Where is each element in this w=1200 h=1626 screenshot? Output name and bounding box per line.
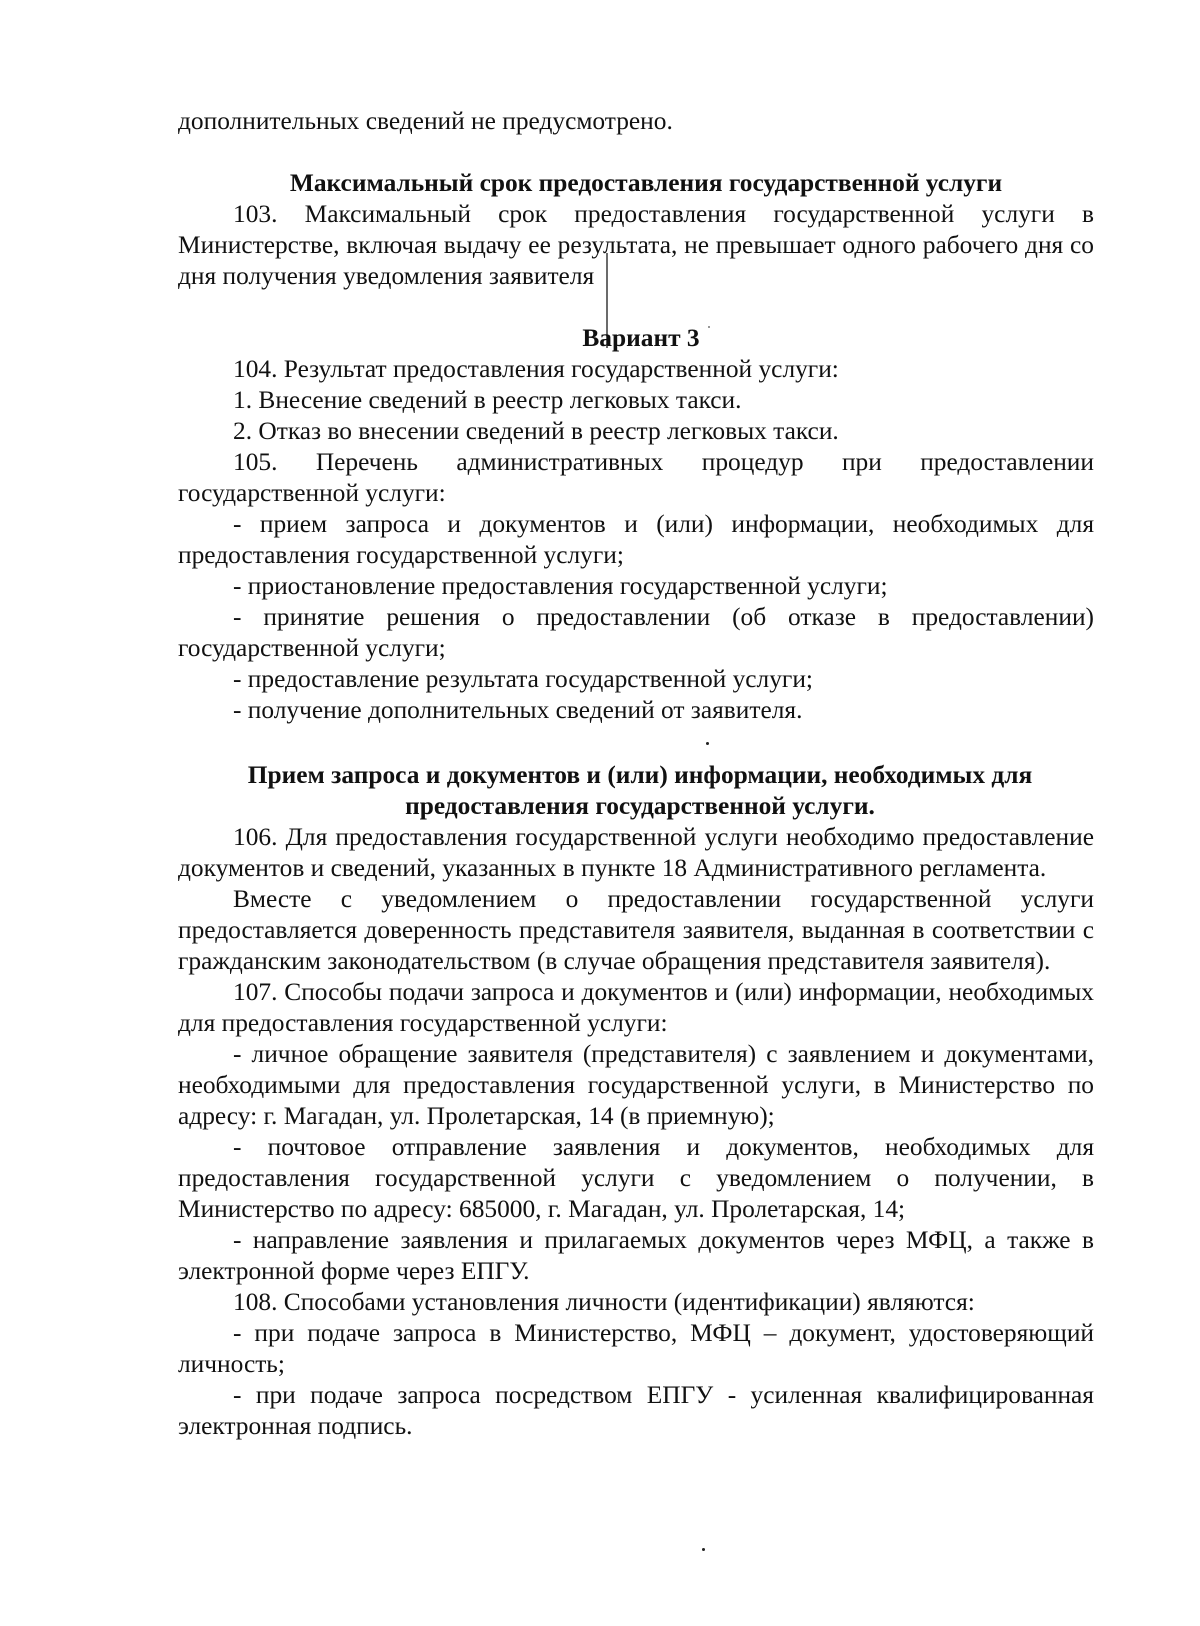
- paragraph-103: 103. Максимальный срок предоставления государственной услуги в Министерстве, включая выдачу ее результата, не превышает одного рабочего дня со дня получения уведомления заявителя: [178, 200, 1094, 290]
- scan-artifact-dot: [702, 1548, 705, 1551]
- paragraph-105: 105. Перечень административных процедур при предоставлении государственной услуги:: [178, 448, 1094, 507]
- list-item: - почтовое отправление заявления и документов, необходимых для предоставления государственной услуги с уведомлением о получении, в Министерство по адресу: 685000, г. Магадан, ул. Пролетарская, 14;: [178, 1133, 1094, 1223]
- continuation-text: дополнительных сведений не предусмотрено.: [178, 107, 673, 135]
- section-heading-variant: Вариант 3: [582, 324, 700, 352]
- list-item: - при подаче запроса посредством ЕПГУ - усиленная квалифицированная электронная подпись.: [178, 1381, 1094, 1440]
- paragraph-104: 104. Результат предоставления государственной услуги:: [233, 355, 839, 383]
- section-heading-max-term: Максимальный срок предоставления государственной услуги: [289, 169, 1003, 197]
- paragraph-108: 108. Способами установления личности (идентификации) являются:: [233, 1288, 975, 1316]
- list-item: - направление заявления и прилагаемых документов через МФЦ, а также в электронной форме через ЕПГУ.: [178, 1226, 1094, 1285]
- list-item: - личное обращение заявителя (представителя) с заявлением и документами, необходимыми для предоставления государственной услуги, в Министерство по адресу: г. Магадан, ул. Пролетарская, 14 (в приемную);: [178, 1040, 1094, 1130]
- list-item: - приостановление предоставления государственной услуги;: [233, 572, 888, 600]
- list-item: - предоставление результата государственной услуги;: [233, 665, 813, 693]
- list-item: - прием запроса и документов и (или) информации, необходимых для предоставления государственной услуги;: [178, 510, 1094, 569]
- list-item: - получение дополнительных сведений от заявителя.: [233, 696, 803, 724]
- document-body: [178, 106, 1094, 1442]
- section-heading-reception: [178, 760, 1094, 822]
- list-item: - при подаче запроса в Министерство, МФЦ – документ, удостоверяющий личность;: [178, 1319, 1094, 1378]
- section-heading-reception-line-2: предоставления государственной услуги.: [405, 792, 875, 820]
- paragraph-107: 107. Способы подачи запроса и документов и (или) информации, необходимых для предоставления государственной услуги:: [178, 978, 1094, 1037]
- section-heading-reception-line-1: Прием запроса и документов и (или) информации, необходимых для: [247, 761, 1033, 789]
- paragraph-104-item-1: 1. Внесение сведений в реестр легковых такси.: [233, 386, 742, 414]
- list-item: - принятие решения о предоставлении (об отказе в предоставлении) государственной услуги;: [178, 603, 1094, 662]
- paragraph-106-extra: Вместе с уведомлением о предоставлении государственной услуги предоставляется доверенность представителя заявителя, выданная в соответствии с гражданским законодательством (в случае обращения представителя заявителя).: [178, 885, 1094, 975]
- paragraph-106: 106. Для предоставления государственной услуги необходимо предоставление документов и сведений, указанных в пункте 18 Административного регламента.: [178, 823, 1094, 882]
- paragraph-104-item-2: 2. Отказ во внесении сведений в реестр легковых такси.: [233, 417, 839, 445]
